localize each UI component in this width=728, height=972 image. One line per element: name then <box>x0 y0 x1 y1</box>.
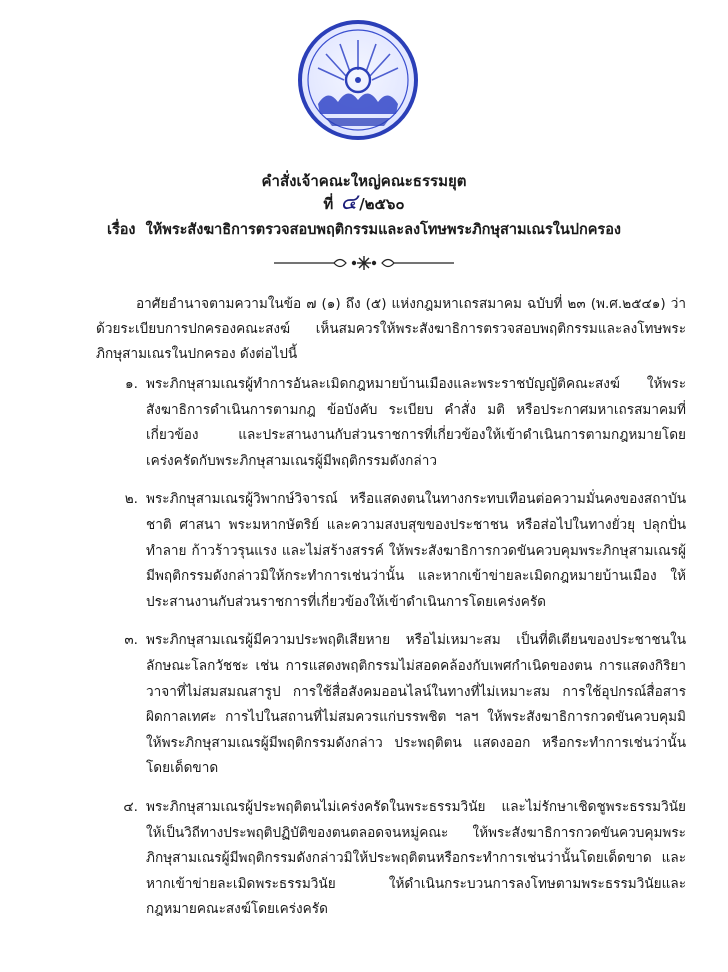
subject-label: เรื่อง <box>106 222 136 238</box>
emblem-seal <box>296 18 420 142</box>
order-item <box>96 628 686 782</box>
item-text: พระภิกษุสามเณรผู้ทำการอันละเมิดกฎหมายบ้านเมืองและพระราชบัญญัติคณะสงฆ์ ให้พระสังฆาธิการดำเนินการตามกฎ ข้อบังคับ ระเบียบ คำสั่ง มติ หรือประกาศมหาเถรสมาคมที่เกี่ยวข้อง และประสานงานกับส่วนราชการที่เกี่ยวข้องให้เข้าดำเนินการตามกฎหมายโดยเคร่งครัดกับพระภิกษุสามเณรผู้มีพฤติกรรมดังกล่าว <box>146 376 686 469</box>
item-number: ๑. <box>125 376 138 392</box>
item-number: ๓. <box>124 632 138 649</box>
order-item <box>96 372 686 474</box>
header-block <box>0 170 728 243</box>
item-text: พระภิกษุสามเณรผู้มีความประพฤติเสียหาย หรือไม่เหมาะสม เป็นที่ติเตียนของประชาชนในลักษณะโลกวัชชะ เช่น การแสดงพฤติกรรมไม่สอดคล้องกับเพศกำเนิดของตน การแสดงกิริยาวาจาที่ไม่สมสมณสารูป การใช้สื่อสังคมออนไลน์ในทางที่ไม่เหมาะสม การใช้อุปกรณ์สื่อสารผิดกาลเทศะ การไปในสถานที่ไม่สมควรแก่บรรพชิต ฯลฯ ให้พระสังฆาธิการกวดขันควบคุมมิให้พระภิกษุสามเณรผู้มีพฤติกรรมดังกล่าว ประพฤติตน แสดงออก หรือกระทำการเช่นว่านั้นโดยเด็ดขาด <box>146 632 686 777</box>
order-item <box>96 487 686 615</box>
subject-text: ให้พระสังฆาธิการตรวจสอบพฤติกรรมและลงโทษพระภิกษุสามเณรในปกครอง <box>145 222 621 238</box>
preamble-paragraph: อาศัยอำนาจตามความในข้อ ๗ (๑) ถึง (๕) แห่งกฎมหาเถรสมาคม ฉบับที่ ๒๓ (พ.ศ.๒๕๔๑) ว่าด้วยระเบียบการปกครองคณะสงฆ์ เห็นสมควรให้พระสังฆาธิการตรวจสอบพฤติกรรมและลงโทษพระภิกษุสามเณรในปกครอง ดังต่อไปนี้ <box>96 296 686 362</box>
number-prefix: ที่ <box>323 195 334 213</box>
item-text: พระภิกษุสามเณรผู้วิพากษ์วิจารณ์ หรือแสดงตนในทางกระทบเทือนต่อความมั่นคงของสถาบันชาติ ศาสนา พระมหากษัตริย์ และความสงบสุขของประชาชน หรือส่อไปในทางยั่วยุ ปลุกปั่น ทำลาย ก้าวร้าวรุนแรง และไม่สร้างสรรค์ ให้พระสังฆาธิการกวดขันควบคุมพระภิกษุสามเณรผู้มีพฤติกรรมดังกล่าวมิให้กระทำการเช่นว่านั้น และหากเข้าข่ายละเมิดกฎหมายบ้านเมือง ให้ประสานงานกับส่วนราชการที่เกี่ยวข้องให้เข้าดำเนินการโดยเคร่งครัด <box>146 491 686 610</box>
order-item <box>96 795 686 923</box>
handwritten-number: ๔ <box>340 190 358 215</box>
order-items <box>96 372 686 936</box>
preamble-block <box>96 292 686 367</box>
order-title: คำสั่งเจ้าคณะใหญ่คณะธรรมยุต <box>261 172 467 190</box>
item-number: ๔. <box>123 798 138 815</box>
number-suffix: /๒๕๖๐ <box>359 195 405 213</box>
order-number <box>0 192 728 215</box>
item-number: ๒. <box>124 491 138 508</box>
item-text: พระภิกษุสามเณรผู้ประพฤติตนไม่เคร่งครัดในพระธรรมวินัย และไม่รักษาเชิดชูพระธรรมวินัยให้เป็นวิถีทางประพฤติปฏิบัติของตนตลอดจนหมู่คณะ ให้พระสังฆาธิการกวดขันควบคุมพระภิกษุสามเณรผู้มีพฤติกรรมดังกล่าวมิให้ประพฤติตนหรือกระทำการเช่นว่านั้นโดยเด็ดขาด และหากเข้าข่ายละเมิดพระธรรมวินัย ให้ดำเนินกระบวนการลงโทษตามพระธรรมวินัยและกฎหมายคณะสงฆ์โดยเคร่งครัด <box>146 798 686 918</box>
ornamental-divider <box>272 254 456 272</box>
subject-line <box>0 217 728 243</box>
